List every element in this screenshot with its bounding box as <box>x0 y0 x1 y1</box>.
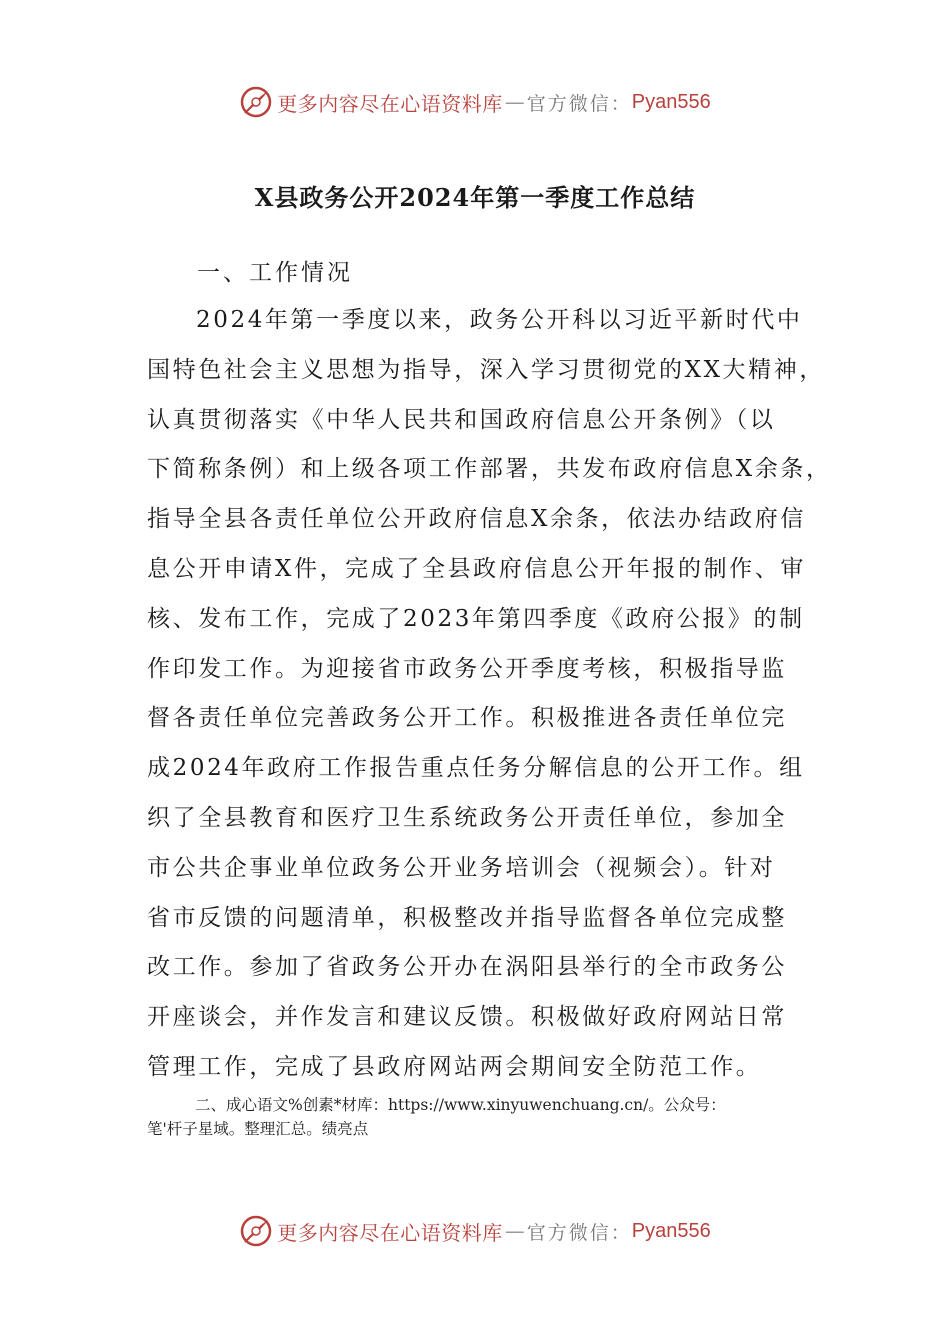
paragraph-line: 作印发工作。为迎接省市政务公开季度考核，积极指导监 <box>147 655 787 682</box>
section-heading: 一、工作情况 <box>197 260 353 286</box>
banner-wechat-id: Pyan556 <box>631 1219 711 1242</box>
paragraph-line: 成2024年政府工作报告重点任务分解信息的公开工作。组 <box>147 755 805 782</box>
paragraph-line: 织了全县教育和医疗卫生系统政务公开责任单位，参加全 <box>147 804 787 831</box>
banner-wechat-label: 官方微信： <box>526 92 632 115</box>
paragraph-line: 认真贯彻落实《中华人民共和国政府信息公开条例》（以 <box>147 406 776 433</box>
paragraph-line: 2024年第一季度以来，政务公开科以习近平新时代中 <box>196 307 803 333</box>
paragraph-line: 开座谈会，并作发言和建议反馈。积极做好政府网站日常 <box>147 1004 787 1031</box>
body-paragraph <box>147 296 832 1093</box>
banner-wechat-id: Pyan556 <box>631 90 711 113</box>
banner-wechat-label: 官方微信： <box>526 1221 632 1244</box>
banner-text: 更多内容尽在心语资料库 <box>277 1220 503 1245</box>
banner-text: 更多内容尽在心语资料库 <box>277 91 503 116</box>
paragraph-line: 管理工作，完成了县政府网站两会期间安全防范工作。 <box>147 1053 762 1080</box>
source-note <box>147 1093 827 1141</box>
paragraph-line: 息公开申请X件，完成了全县政府信息公开年报的制作、审 <box>147 555 806 582</box>
paragraph-line: 督各责任单位完善政务公开工作。积极推进各责任单位完 <box>147 705 787 732</box>
banner-dash: — <box>504 90 525 114</box>
document-title: X县政务公开2024年第一季度工作总结 <box>254 183 696 212</box>
quill-logo-icon <box>239 1214 273 1248</box>
paragraph-line: 省市反馈的问题清单，积极整改并指导监督各单位完成整 <box>147 904 787 931</box>
source-note-line: 笔'杆子星域。整理汇总。绩亮点 <box>147 1120 369 1138</box>
source-note-line: 二、成心语文%创素*材库：https://www.xinyuwenchuang.cn/。公众号： <box>195 1096 726 1114</box>
paragraph-line: 指导全县各责任单位公开政府信息X余条，依法办结政府信 <box>147 506 806 533</box>
paragraph-line: 改工作。参加了省政务公开办在涡阳县举行的全市政务公 <box>147 954 787 981</box>
header-banner <box>0 82 950 122</box>
footer-banner <box>0 1211 950 1251</box>
paragraph-line: 国特色社会主义思想为指导，深入学习贯彻党的XX大精神， <box>147 356 825 383</box>
quill-logo-icon <box>239 85 273 119</box>
banner-dash: — <box>504 1219 525 1243</box>
paragraph-line: 下简称条例）和上级各项工作部署，共发布政府信息X余条， <box>147 456 832 483</box>
paragraph-line: 市公共企事业单位政务公开业务培训会（视频会）。针对 <box>147 854 776 881</box>
paragraph-line: 核、发布工作，完成了2023年第四季度《政府公报》的制 <box>147 605 805 632</box>
